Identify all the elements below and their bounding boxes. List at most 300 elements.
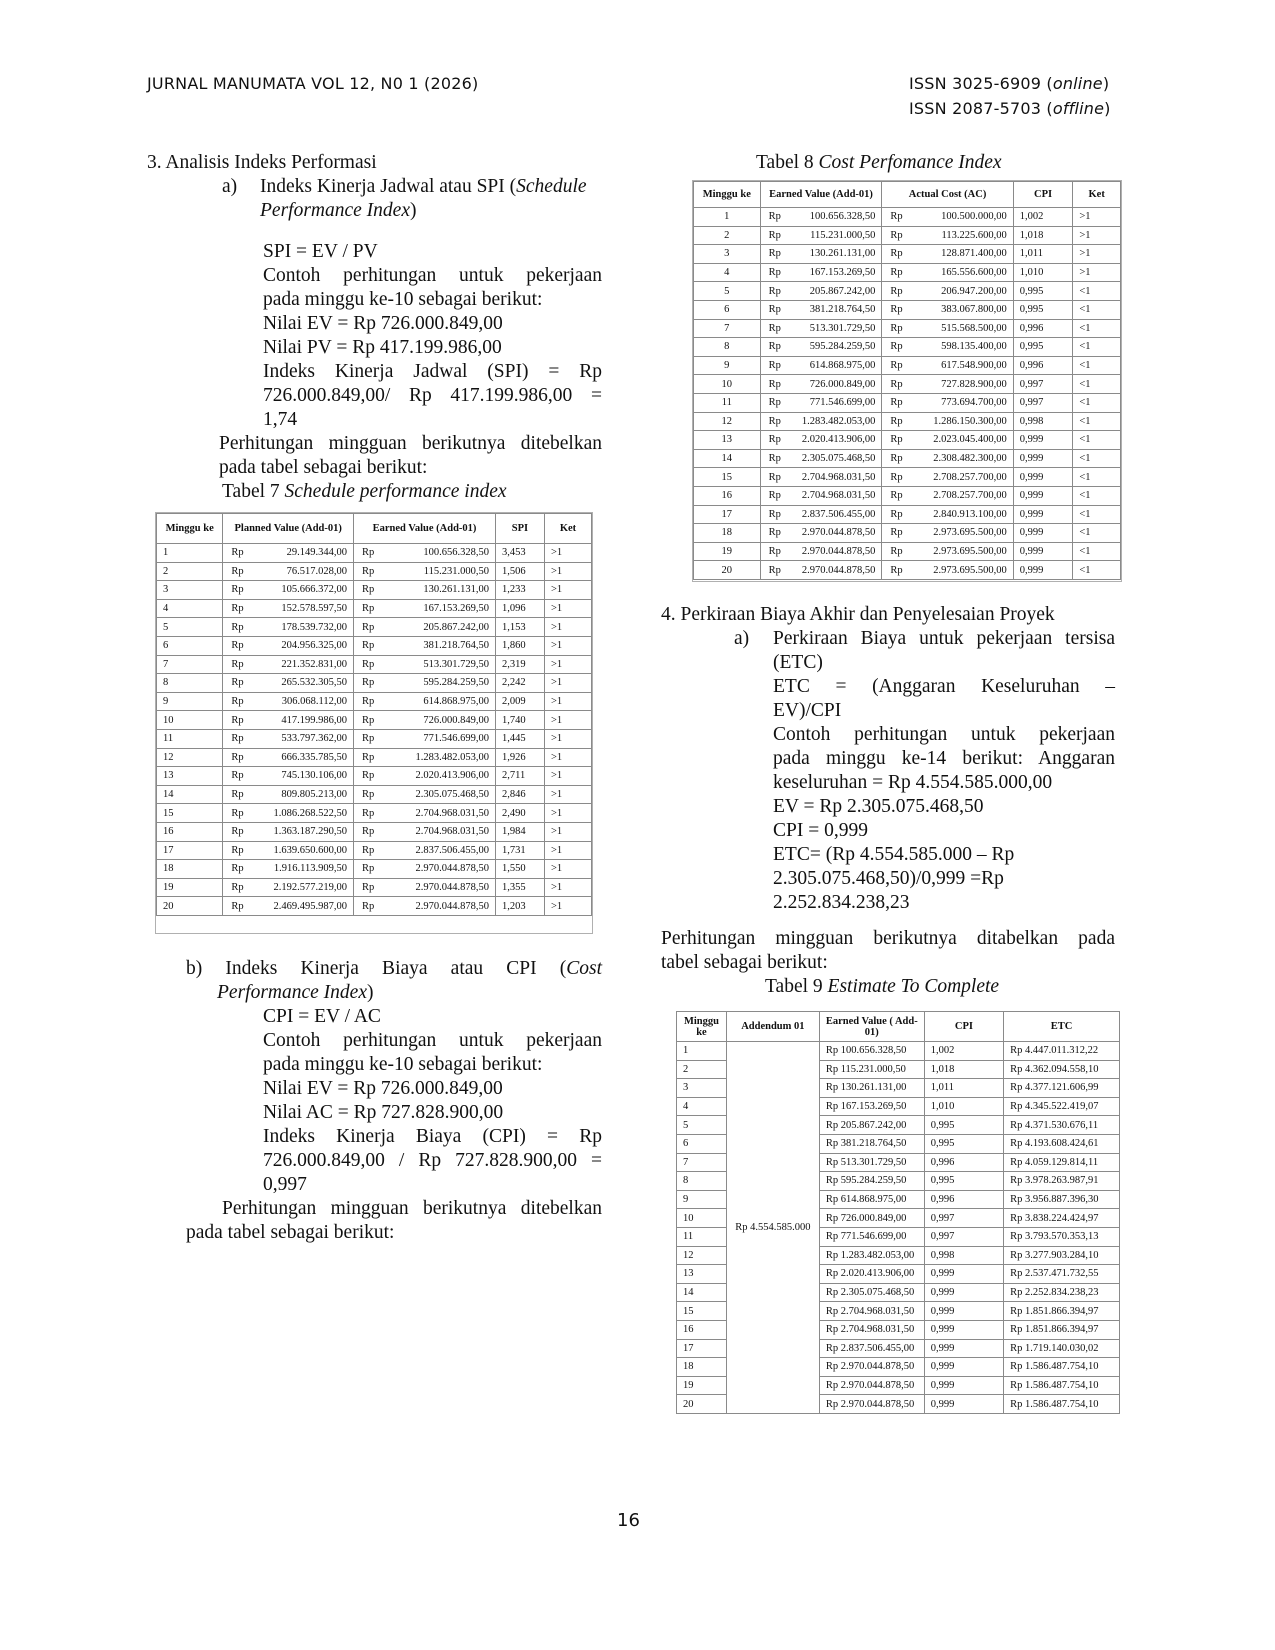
journal-header: JURNAL MANUMATA VOL 12, N0 1 (2026) [147, 74, 479, 93]
table9-etc-cell: Rp 1.586.487.754,10 [1004, 1358, 1120, 1377]
table7-ket-cell: >1 [544, 748, 591, 767]
table8-ac-cell: 2.973.695.500,00 [907, 524, 1014, 543]
table8-ev-cell: 2.837.506.455,00 [790, 505, 882, 524]
table7-spi-cell: 1,445 [495, 729, 544, 748]
table9-ev-cell: Rp 381.218.764,50 [819, 1134, 924, 1153]
etc-calc-line2: 2.305.075.468,50)/0,999 =Rp [773, 868, 1004, 889]
cpi-title-em: Cost [566, 958, 602, 979]
etc-cpi-value: CPI = 0,999 [773, 820, 868, 841]
table8-ev-cell: 2.305.075.468,50 [790, 449, 882, 468]
table7-week-cell: 2 [157, 562, 223, 581]
table8-ket-cell: <1 [1073, 561, 1121, 580]
table8-week-cell: 16 [694, 486, 761, 505]
etc-formula-line2: EV)/CPI [773, 700, 842, 721]
table7-ket-cell: >1 [544, 674, 591, 693]
table8-currency-cell: Rp [882, 542, 907, 561]
table7-pv-cell: 1.363.187.290,50 [251, 822, 353, 841]
table8-ac-cell: 515.568.500,00 [907, 319, 1014, 338]
table7-pv-cell: 1.639.650.600,00 [251, 841, 353, 860]
table7-ket-cell: >1 [544, 581, 591, 600]
table7-currency-cell: Rp [354, 599, 383, 618]
table8-cpi-cell: 0,997 [1013, 393, 1073, 412]
table8-currency-cell: Rp [760, 226, 790, 245]
table8-currency-cell: Rp [760, 300, 790, 319]
cpi-ev-value: Nilai EV = Rp 726.000.849,00 [263, 1078, 503, 1099]
etc-title-line2: (ETC) [773, 652, 823, 673]
table8-ev-cell: 381.218.764,50 [790, 300, 882, 319]
table8-currency-cell: Rp [882, 375, 907, 394]
table7-ket-cell: >1 [544, 599, 591, 618]
table-row [694, 449, 1121, 468]
table7-ev-cell: 205.867.242,00 [382, 618, 495, 637]
table7-pv-cell: 306.068.112,00 [251, 692, 353, 711]
table8-ket-cell: <1 [1073, 468, 1121, 487]
table-row [157, 655, 592, 674]
cpi-ac-value: Nilai AC = Rp 727.828.900,00 [263, 1102, 504, 1123]
table7-ket-cell: >1 [544, 860, 591, 879]
table8-week-cell: 15 [694, 468, 761, 487]
table8-currency-cell: Rp [760, 375, 790, 394]
table7-week-cell: 16 [157, 822, 223, 841]
table7-pv-cell: 221.352.831,00 [251, 655, 353, 674]
table9-etc-cell: Rp 4.377.121.606,99 [1004, 1079, 1120, 1098]
table7-currency-cell: Rp [354, 692, 383, 711]
table9-ev-cell: Rp 2.020.413.906,00 [819, 1265, 924, 1284]
cpi-next-paragraph [186, 1197, 602, 1245]
table8-week-cell: 5 [694, 282, 761, 301]
table7-currency-cell: Rp [354, 785, 383, 804]
table7-currency-cell: Rp [354, 581, 383, 600]
table8-currency-cell: Rp [760, 468, 790, 487]
table9-etc-cell: Rp 3.978.263.987,91 [1004, 1172, 1120, 1191]
table8-header-week: Minggu ke [694, 182, 761, 208]
table-row [157, 878, 592, 897]
table8-ket-cell: >1 [1073, 245, 1121, 264]
table-row [694, 208, 1121, 227]
table8-week-cell: 12 [694, 412, 761, 431]
table-row [157, 618, 592, 637]
table-row [157, 860, 592, 879]
table8-body [694, 208, 1121, 580]
table7-ket-cell: >1 [544, 878, 591, 897]
subsection-a-label: a) [222, 176, 238, 197]
table7-ev-cell: 595.284.259,50 [382, 674, 495, 693]
table7-currency-cell: Rp [354, 822, 383, 841]
table9-header-etc: ETC [1004, 1012, 1120, 1042]
table7-pv-cell: 265.532.305,50 [251, 674, 353, 693]
spi-calc-line3: 1,74 [263, 409, 298, 430]
table9-cpi-cell: 0,999 [924, 1358, 1003, 1377]
table7-header-pv: Planned Value (Add-01) [223, 514, 354, 544]
table7-ev-cell: 381.218.764,50 [382, 636, 495, 655]
table7-currency-cell: Rp [223, 897, 252, 916]
issn-online-text: ISSN 3025-6909 ( [909, 74, 1053, 93]
table8-cpi-cell: 0,997 [1013, 375, 1073, 394]
table9-week-cell: 17 [677, 1339, 727, 1358]
table8-ac-cell: 727.828.900,00 [907, 375, 1014, 394]
table9-ev-cell: Rp 2.305.075.468,50 [819, 1283, 924, 1302]
table9-week-cell: 2 [677, 1060, 727, 1079]
table8-caption-label: Tabel 8 [756, 152, 819, 173]
table9-cpi-cell: 0,999 [924, 1265, 1003, 1284]
issn-offline-mode: offline [1052, 99, 1105, 118]
table8-ev-cell: 2.704.968.031,50 [790, 486, 882, 505]
table-row [694, 524, 1121, 543]
table7-pv-cell: 666.335.785,50 [251, 748, 353, 767]
table9-etc-cell: Rp 4.447.011.312,22 [1004, 1042, 1120, 1061]
table9-ev-cell: Rp 2.704.968.031,50 [819, 1320, 924, 1339]
etc-example-line2: pada minggu ke-14 berikut: Anggaran [773, 748, 1115, 769]
table7-currency-cell: Rp [223, 544, 252, 563]
spi-next-line2: pada tabel sebagai berikut: [219, 457, 428, 478]
table8-currency-cell: Rp [882, 356, 907, 375]
table9-etc-cell: Rp 1.586.487.754,10 [1004, 1395, 1120, 1414]
table8-ev-cell: 2.970.044.878,50 [790, 561, 882, 580]
table8-ket-cell: <1 [1073, 319, 1121, 338]
table7-ev-cell: 115.231.000,50 [382, 562, 495, 581]
table7-ev-cell: 771.546.699,00 [382, 729, 495, 748]
table8-cpi-cell: 0,999 [1013, 468, 1073, 487]
table9-week-cell: 15 [677, 1302, 727, 1321]
table7-spi-cell: 1,233 [495, 581, 544, 600]
table8-week-cell: 2 [694, 226, 761, 245]
table7-week-cell: 10 [157, 711, 223, 730]
cpi-calc-line3: 0,997 [263, 1174, 307, 1195]
table9-week-cell: 3 [677, 1079, 727, 1098]
table8-week-cell: 1 [694, 208, 761, 227]
table-row [157, 804, 592, 823]
table9-week-cell: 18 [677, 1358, 727, 1377]
table8-week-cell: 7 [694, 319, 761, 338]
table7-spi-cell: 1,926 [495, 748, 544, 767]
table8-currency-cell: Rp [882, 486, 907, 505]
table8-ket-cell: <1 [1073, 524, 1121, 543]
table9-etc-cell: Rp 4.193.608.424,61 [1004, 1134, 1120, 1153]
table7-week-cell: 1 [157, 544, 223, 563]
table7-ket-cell: >1 [544, 767, 591, 786]
table7-spi-cell: 2,846 [495, 785, 544, 804]
table8-currency-cell: Rp [760, 449, 790, 468]
page-number: 16 [617, 1510, 640, 1531]
table9-header-addendum: Addendum 01 [726, 1012, 819, 1042]
table7-spi-cell: 1,731 [495, 841, 544, 860]
cpi-example-line2: pada minggu ke-10 sebagai berikut: [263, 1054, 543, 1075]
table7-header-spi: SPI [495, 514, 544, 544]
table9-cpi-cell: 0,999 [924, 1320, 1003, 1339]
table7-week-cell: 7 [157, 655, 223, 674]
table8-ket-cell: <1 [1073, 356, 1121, 375]
table-row [157, 767, 592, 786]
cpi-next-line1: Perhitungan mingguan berikutnya ditebelkan [222, 1198, 602, 1219]
table9-week-cell: 20 [677, 1395, 727, 1414]
table9-cpi-cell: 1,018 [924, 1060, 1003, 1079]
table7-week-cell: 11 [157, 729, 223, 748]
table7-pv-cell: 2.469.495.987,00 [251, 897, 353, 916]
table9-cpi-cell: 0,996 [924, 1190, 1003, 1209]
spi-calc-line2: 726.000.849,00/ Rp 417.199.986,00 = [263, 385, 602, 406]
table7-currency-cell: Rp [354, 544, 383, 563]
table7-currency-cell: Rp [354, 674, 383, 693]
table9-cpi-cell: 0,997 [924, 1209, 1003, 1228]
table8-currency-cell: Rp [760, 245, 790, 264]
table8-ac-cell: 2.973.695.500,00 [907, 542, 1014, 561]
table7-pv-cell: 204.956.325,00 [251, 636, 353, 655]
table9-week-cell: 14 [677, 1283, 727, 1302]
table7-currency-cell: Rp [354, 562, 383, 581]
table7-currency-cell: Rp [223, 860, 252, 879]
table7-ev-cell: 2.970.044.878,50 [382, 878, 495, 897]
table7-ket-cell: >1 [544, 636, 591, 655]
table8-ac-cell: 165.556.600,00 [907, 263, 1014, 282]
table8-header-cpi: CPI [1013, 182, 1073, 208]
table-row [694, 468, 1121, 487]
table9-ev-cell: Rp 100.656.328,50 [819, 1042, 924, 1061]
table8-currency-cell: Rp [882, 524, 907, 543]
table-row [694, 486, 1121, 505]
table7-currency-cell: Rp [223, 748, 252, 767]
table7-spi-cell: 2,242 [495, 674, 544, 693]
table7 [156, 513, 592, 916]
table9-cpi-cell: 0,997 [924, 1227, 1003, 1246]
table-row [694, 505, 1121, 524]
table-row [157, 785, 592, 804]
table8-cpi-cell: 0,995 [1013, 282, 1073, 301]
table7-ket-cell: >1 [544, 785, 591, 804]
table8-ket-cell: <1 [1073, 505, 1121, 524]
table7-spi-cell: 1,203 [495, 897, 544, 916]
table-row [694, 542, 1121, 561]
table9-cpi-cell: 0,996 [924, 1153, 1003, 1172]
table7-spi-cell: 2,009 [495, 692, 544, 711]
cpi-next-line2: pada tabel sebagai berikut: [186, 1222, 395, 1243]
table8-ev-cell: 167.153.269,50 [790, 263, 882, 282]
table9-cpi-cell: 0,999 [924, 1376, 1003, 1395]
table7-currency-cell: Rp [354, 767, 383, 786]
table7-currency-cell: Rp [223, 674, 252, 693]
table8-currency-cell: Rp [760, 319, 790, 338]
table7-week-cell: 9 [157, 692, 223, 711]
table8-ket-cell: <1 [1073, 338, 1121, 357]
table7-spi-cell: 2,490 [495, 804, 544, 823]
spi-example-line2: pada minggu ke-10 sebagai berikut: [263, 289, 543, 310]
etc-example-line1: Contoh perhitungan untuk pekerjaan [773, 724, 1115, 745]
table7-currency-cell: Rp [223, 618, 252, 637]
spi-calc-line1: Indeks Kinerja Jadwal (SPI) = Rp [263, 361, 602, 382]
table-row [694, 356, 1121, 375]
table7-week-cell: 15 [157, 804, 223, 823]
table9-etc-cell: Rp 4.345.522.419,07 [1004, 1097, 1120, 1116]
table8-ev-cell: 614.868.975,00 [790, 356, 882, 375]
table8-cpi-cell: 0,996 [1013, 356, 1073, 375]
table7-week-cell: 14 [157, 785, 223, 804]
table7-week-cell: 3 [157, 581, 223, 600]
table7-currency-cell: Rp [223, 729, 252, 748]
table9-ev-cell: Rp 614.868.975,00 [819, 1190, 924, 1209]
table9-etc-cell: Rp 4.059.129.814,11 [1004, 1153, 1120, 1172]
issn-online-close: ) [1102, 74, 1110, 93]
table8-week-cell: 4 [694, 263, 761, 282]
table9-ev-cell: Rp 1.283.482.053,00 [819, 1246, 924, 1265]
table7-ev-cell: 513.301.729,50 [382, 655, 495, 674]
table7-caption-label: Tabel 7 [222, 481, 285, 502]
table9-header-ev: Earned Value ( Add-01) [819, 1012, 924, 1042]
table7-week-cell: 18 [157, 860, 223, 879]
table-row [694, 245, 1121, 264]
table9-cpi-cell: 0,999 [924, 1283, 1003, 1302]
table8-currency-cell: Rp [760, 208, 790, 227]
table8-ket-cell: <1 [1073, 542, 1121, 561]
cpi-title-text: b) Indeks Kinerja Biaya atau CPI ( [186, 958, 567, 979]
table7-caption-title: Schedule performance index [284, 481, 507, 502]
table9-etc-cell: Rp 1.586.487.754,10 [1004, 1376, 1120, 1395]
table-row [694, 393, 1121, 412]
table8-ev-cell: 130.261.131,00 [790, 245, 882, 264]
table8-ac-cell: 2.973.695.500,00 [907, 561, 1014, 580]
table8-week-cell: 13 [694, 431, 761, 450]
table-row [157, 841, 592, 860]
table8-currency-cell: Rp [760, 542, 790, 561]
table7-pv-cell: 1.086.268.522,50 [251, 804, 353, 823]
table7-spi-cell: 1,740 [495, 711, 544, 730]
table9-week-cell: 4 [677, 1097, 727, 1116]
table8-week-cell: 11 [694, 393, 761, 412]
table9-cpi-cell: 0,995 [924, 1116, 1003, 1135]
table9-ev-cell: Rp 513.301.729,50 [819, 1153, 924, 1172]
table8-week-cell: 17 [694, 505, 761, 524]
table7-ev-cell: 614.868.975,00 [382, 692, 495, 711]
table8-ac-cell: 2.023.045.400,00 [907, 431, 1014, 450]
table-row [157, 562, 592, 581]
table-row [157, 822, 592, 841]
table9-body [677, 1042, 1120, 1414]
table8-currency-cell: Rp [760, 561, 790, 580]
table8-currency-cell: Rp [882, 263, 907, 282]
table7-currency-cell: Rp [223, 785, 252, 804]
spi-formula: SPI = EV / PV [263, 241, 378, 262]
etc-title-line1: Perkiraan Biaya untuk pekerjaan tersisa [773, 628, 1115, 649]
table8-cpi-cell: 0,999 [1013, 505, 1073, 524]
table7-currency-cell: Rp [223, 878, 252, 897]
table8-ket-cell: >1 [1073, 263, 1121, 282]
table9-ev-cell: Rp 205.867.242,00 [819, 1116, 924, 1135]
table9-etc-cell: Rp 1.851.866.394,97 [1004, 1302, 1120, 1321]
table9-etc-cell: Rp 3.956.887.396,30 [1004, 1190, 1120, 1209]
table-row [694, 319, 1121, 338]
table8-currency-cell: Rp [882, 468, 907, 487]
table8-ac-cell: 617.548.900,00 [907, 356, 1014, 375]
table7-currency-cell: Rp [354, 655, 383, 674]
table9-cpi-cell: 1,002 [924, 1042, 1003, 1061]
table8-week-cell: 9 [694, 356, 761, 375]
table9-cpi-cell: 0,998 [924, 1246, 1003, 1265]
table7-currency-cell: Rp [223, 692, 252, 711]
table8-cpi-cell: 0,999 [1013, 486, 1073, 505]
etc-calc-line3: 2.252.834.238,23 [773, 892, 910, 913]
table9-ev-cell: Rp 2.970.044.878,50 [819, 1395, 924, 1414]
table9-week-cell: 16 [677, 1320, 727, 1339]
table7-ev-cell: 2.020.413.906,00 [382, 767, 495, 786]
table9-week-cell: 19 [677, 1376, 727, 1395]
table8-currency-cell: Rp [882, 226, 907, 245]
table7-spi-cell: 1,355 [495, 878, 544, 897]
table7-pv-cell: 533.797.362,00 [251, 729, 353, 748]
table8-ket-cell: <1 [1073, 393, 1121, 412]
table9-cpi-cell: 0,995 [924, 1134, 1003, 1153]
table8-week-cell: 6 [694, 300, 761, 319]
table7-currency-cell: Rp [223, 636, 252, 655]
cpi-explanation [263, 1005, 602, 1197]
table8-ev-cell: 2.970.044.878,50 [790, 542, 882, 561]
table7-currency-cell: Rp [223, 767, 252, 786]
table9-ev-cell: Rp 115.231.000,50 [819, 1060, 924, 1079]
table8-cpi-cell: 0,999 [1013, 542, 1073, 561]
table-row [157, 636, 592, 655]
table7-spi-cell: 1,153 [495, 618, 544, 637]
table8-header-ev: Earned Value (Add-01) [760, 182, 882, 208]
table9-week-cell: 12 [677, 1246, 727, 1265]
table8-currency-cell: Rp [760, 356, 790, 375]
table7-ev-cell: 2.837.506.455,00 [382, 841, 495, 860]
table8-ket-cell: <1 [1073, 449, 1121, 468]
table9-ev-cell: Rp 167.153.269,50 [819, 1097, 924, 1116]
table9-caption-label: Tabel 9 [765, 976, 828, 997]
table8-cpi-cell: 0,995 [1013, 300, 1073, 319]
table9 [676, 1011, 1120, 1414]
table8-ket-cell: <1 [1073, 375, 1121, 394]
table9-week-cell: 7 [677, 1153, 727, 1172]
table9-cpi-cell: 0,995 [924, 1172, 1003, 1191]
table7-currency-cell: Rp [354, 804, 383, 823]
table9-etc-cell: Rp 3.838.224.424,97 [1004, 1209, 1120, 1228]
table8-currency-cell: Rp [882, 300, 907, 319]
table7-currency-cell: Rp [223, 655, 252, 674]
table7-currency-cell: Rp [354, 897, 383, 916]
table7-currency-cell: Rp [354, 860, 383, 879]
table8-currency-cell: Rp [760, 412, 790, 431]
table7-currency-cell: Rp [354, 636, 383, 655]
issn-offline-close: ) [1104, 99, 1111, 118]
table7-currency-cell: Rp [354, 729, 383, 748]
table7-ev-cell: 2.704.968.031,50 [382, 822, 495, 841]
table7-ev-cell: 2.970.044.878,50 [382, 860, 495, 879]
table8-currency-cell: Rp [882, 393, 907, 412]
issn-online [909, 74, 1109, 93]
table7-currency-cell: Rp [223, 581, 252, 600]
table7-week-cell: 17 [157, 841, 223, 860]
table8-ac-cell: 2.708.257.700,00 [907, 486, 1014, 505]
table7-week-cell: 19 [157, 878, 223, 897]
table8-ac-cell: 113.225.600,00 [907, 226, 1014, 245]
table7-currency-cell: Rp [223, 841, 252, 860]
etc-next-line1: Perhitungan mingguan berikutnya ditabelkan pada [661, 928, 1115, 949]
spi-title-em-2: Performance Index [260, 200, 410, 221]
table9-week-cell: 8 [677, 1172, 727, 1191]
table8-cpi-cell: 0,999 [1013, 524, 1073, 543]
table7-week-cell: 20 [157, 897, 223, 916]
cpi-title-close: ) [366, 982, 374, 1003]
table-row [157, 674, 592, 693]
table9-header-week: Minggu ke [677, 1012, 727, 1042]
spi-title-text: Indeks Kinerja Jadwal atau SPI ( [260, 176, 517, 197]
table8-currency-cell: Rp [882, 208, 907, 227]
table8-ev-cell: 1.283.482.053,00 [790, 412, 882, 431]
table8-cpi-cell: 0,995 [1013, 338, 1073, 357]
subsection-4a-label: a) [734, 628, 750, 649]
table7-currency-cell: Rp [223, 562, 252, 581]
table7-caption [222, 480, 507, 504]
etc-next-paragraph [661, 927, 1115, 975]
table7-body [157, 544, 592, 916]
